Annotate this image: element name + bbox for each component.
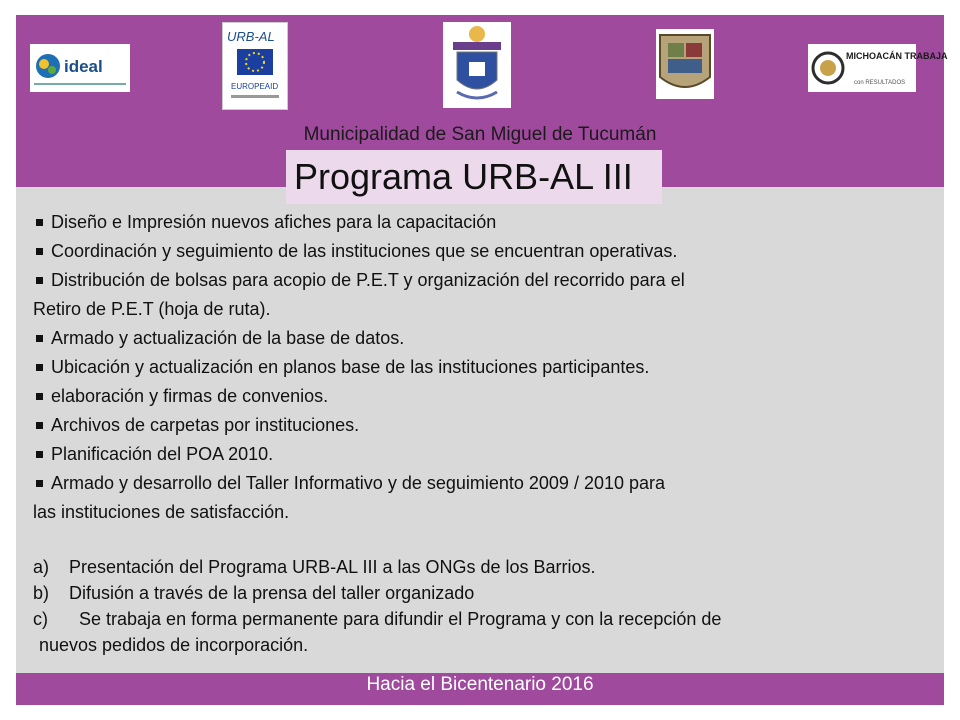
page-title: Programa URB-AL III bbox=[294, 156, 633, 197]
bullet-item: Distribución de bolsas para acopio de P.E.T y organización del recorrido para el bbox=[33, 266, 933, 295]
urbal-logo-subtext: EUROPEAID bbox=[231, 82, 279, 91]
numbered-list bbox=[33, 554, 933, 658]
bullet-item: Planificación del POA 2010. bbox=[33, 440, 933, 469]
numbered-item-text: Presentación del Programa URB-AL III a las ONGs de los Barrios. bbox=[69, 557, 596, 577]
slide-frame bbox=[16, 15, 948, 705]
numbered-item bbox=[33, 554, 933, 580]
numbered-item-text: Se trabaja en forma permanente para difundir el Programa y con la recepción de bbox=[69, 609, 722, 629]
bullet-item: Archivos de carpetas por instituciones. bbox=[33, 411, 933, 440]
numbered-item-text: Difusión a través de la prensa del taller organizado bbox=[69, 583, 475, 603]
bullet-item: elaboración y firmas de convenios. bbox=[33, 382, 933, 411]
michoacan-trabaja-subtext: con RESULTADOS bbox=[854, 80, 906, 86]
numbered-item-label: a) bbox=[33, 557, 50, 577]
numbered-item-label: b) bbox=[33, 583, 50, 603]
bullet-item: Diseño e Impresión nuevos afiches para la capacitación bbox=[33, 208, 933, 237]
numbered-item bbox=[33, 606, 933, 632]
footer-text: Hacia el Bicentenario 2016 bbox=[366, 674, 594, 695]
tucuman-crest bbox=[443, 22, 511, 108]
organization-name: Municipalidad de San Miguel de Tucumán bbox=[303, 124, 657, 145]
bullet-item: Ubicación y actualización en planos base de las instituciones participantes. bbox=[33, 353, 933, 382]
bullet-list bbox=[33, 208, 933, 527]
bullet-item: Armado y actualización de la base de datos. bbox=[33, 324, 933, 353]
urbal-logo-text: URB-AL bbox=[227, 29, 275, 44]
urbal-logo bbox=[222, 22, 288, 110]
bullet-item-continuation: Retiro de P.E.T (hoja de ruta). bbox=[33, 299, 271, 319]
title-box bbox=[286, 150, 662, 204]
content-panel bbox=[16, 187, 944, 673]
numbered-item-label: c) bbox=[33, 609, 48, 629]
ideal-logo bbox=[30, 44, 130, 92]
michoacan-crest bbox=[656, 29, 714, 99]
bullet-item: Armado y desarrollo del Taller Informativo y de seguimiento 2009 / 2010 para bbox=[33, 469, 933, 498]
numbered-item bbox=[33, 580, 933, 606]
numbered-item-continuation bbox=[33, 632, 933, 658]
michoacan-trabaja-text: MICHOACÁN TRABAJA bbox=[846, 51, 948, 61]
numbered-item-text: nuevos pedidos de incorporación. bbox=[39, 635, 309, 655]
bullet-item-continuation: las instituciones de satisfacción. bbox=[33, 502, 290, 522]
ideal-logo-text: ideal bbox=[64, 57, 103, 76]
bullet-item: Coordinación y seguimiento de las instituciones que se encuentran operativas. bbox=[33, 237, 933, 266]
michoacan-trabaja-logo bbox=[808, 44, 948, 92]
